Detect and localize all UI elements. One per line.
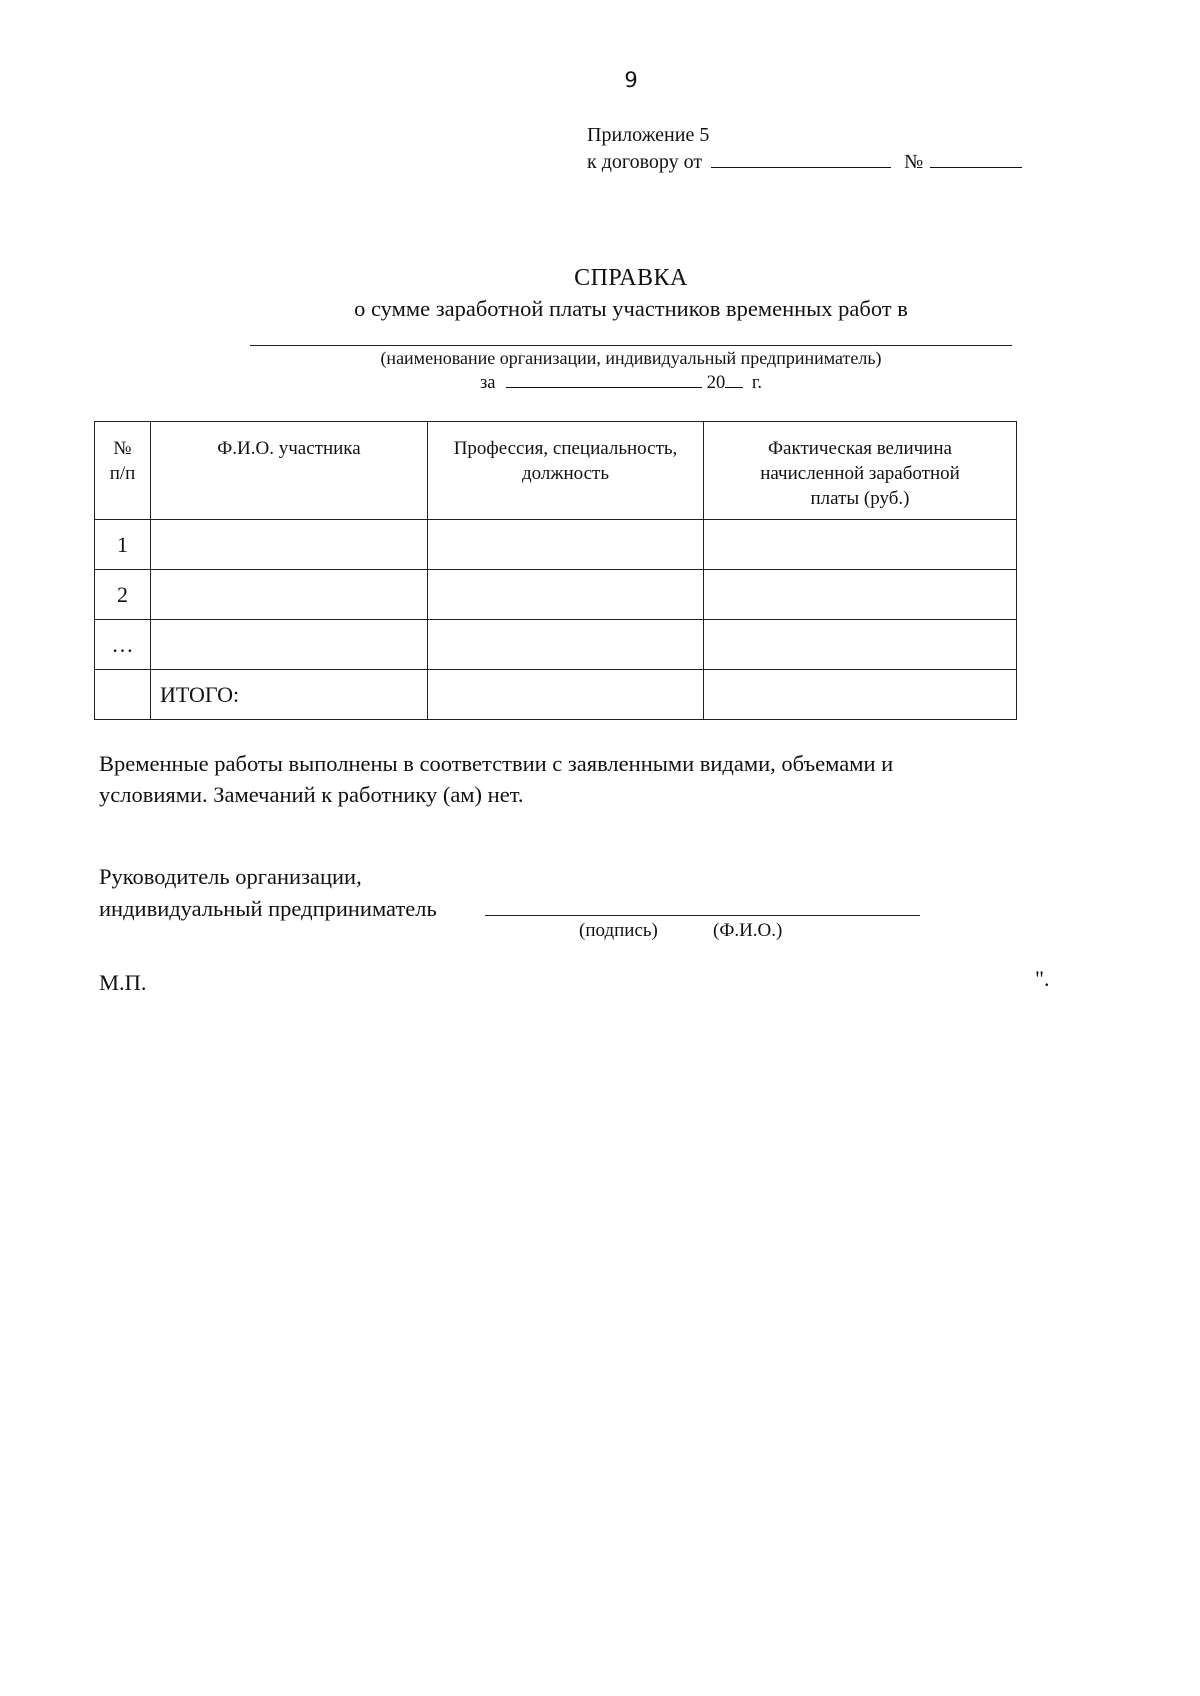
table-header-row (95, 422, 1017, 520)
contract-date-blank (711, 149, 891, 168)
table-total-row (95, 670, 1017, 720)
row-number: 2 (95, 570, 151, 620)
row-profession (428, 520, 704, 570)
appendix-title: Приложение 5 (587, 124, 710, 146)
row-fio (151, 620, 428, 670)
table-row (95, 520, 1017, 570)
total-salary-cell (704, 670, 1017, 720)
organization-blank-line (250, 345, 1012, 346)
appendix-block (587, 122, 1022, 176)
salary-table (94, 421, 1017, 720)
row-salary (704, 620, 1017, 670)
contract-number-blank (930, 149, 1022, 168)
header-fio: Ф.И.О. участника (151, 422, 428, 520)
number-sign: № (904, 151, 924, 173)
signature-caption: (подпись) (579, 920, 658, 941)
row-salary (704, 520, 1017, 570)
total-profession-cell (428, 670, 704, 720)
row-number: 1 (95, 520, 151, 570)
period-year: 20 (706, 373, 726, 393)
signature-line-2: индивидуальный предприниматель (99, 896, 437, 921)
organization-caption: (наименование организации, индивидуальный предприниматель) (380, 348, 882, 368)
signature-line-1: Руководитель организации, (99, 864, 362, 889)
period-suffix: г. (751, 373, 763, 393)
table-row (95, 570, 1017, 620)
header-number: № п/п (95, 422, 151, 520)
row-profession (428, 620, 704, 670)
row-number: … (95, 620, 151, 670)
header-profession: Профессия, специальность, должность (428, 422, 704, 520)
period-line (480, 371, 762, 394)
fio-caption: (Ф.И.О.) (713, 920, 783, 941)
stamp-label: М.П. (99, 970, 147, 995)
table-row (95, 620, 1017, 670)
year-blank (725, 371, 743, 388)
total-number-cell (95, 670, 151, 720)
row-salary (704, 570, 1017, 620)
closing-quote: ". (1035, 966, 1050, 991)
period-blank (506, 371, 702, 388)
signature-block (99, 861, 437, 925)
page-number: 9 (624, 68, 638, 92)
document-subtitle: о сумме заработной платы участников временных работ в (354, 296, 908, 321)
row-fio (151, 520, 428, 570)
total-label: ИТОГО: (151, 670, 428, 720)
row-fio (151, 570, 428, 620)
row-profession (428, 570, 704, 620)
statement-text: Временные работы выполнены в соответствии с заявленными видами, объемами и условиями. Замечаний к работнику (ам) нет. (99, 751, 894, 807)
document-title: СПРАВКА (574, 265, 688, 291)
contract-prefix: к договору от (587, 151, 703, 173)
signature-blank-line (485, 915, 920, 916)
header-salary: Фактическая величина начисленной заработной платы (руб.) (704, 422, 1017, 520)
period-prefix: за (480, 373, 496, 393)
appendix-contract-line (587, 149, 1022, 176)
